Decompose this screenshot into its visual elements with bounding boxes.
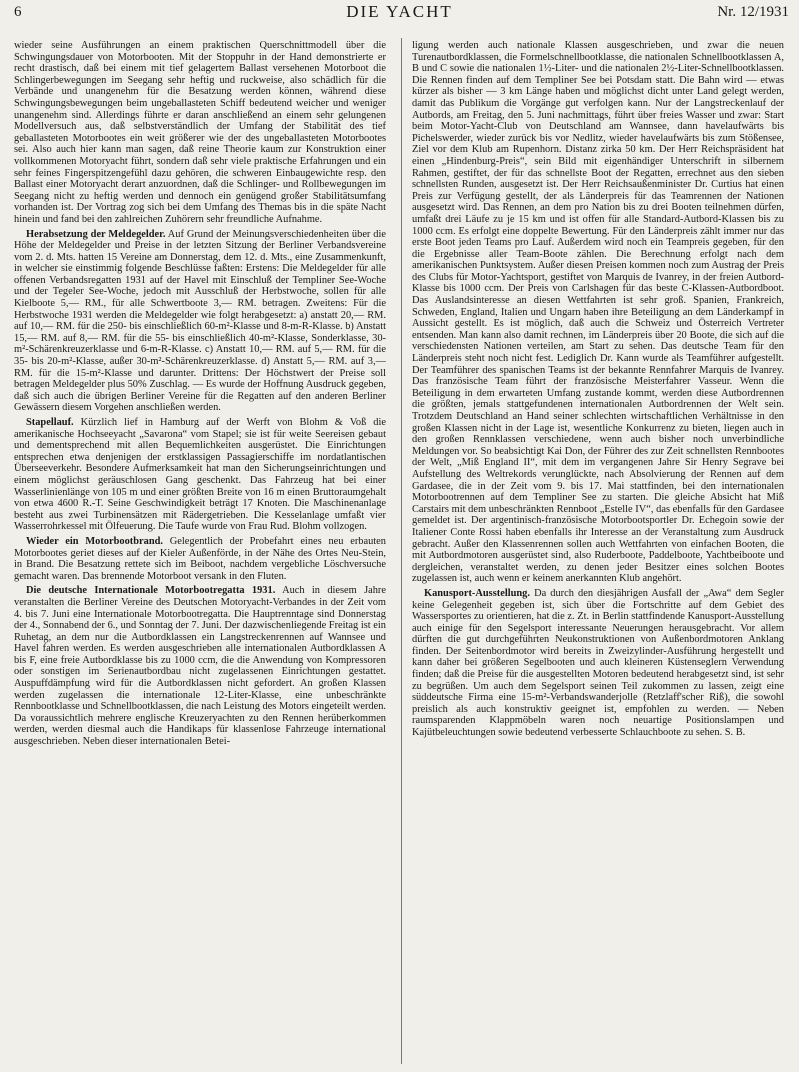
- page-number: 6: [14, 4, 22, 20]
- article-text: Auf Grund der Meinungsverschiedenheiten über die Höhe der Meldegelder und Preise in der letzten Sitzung der Berliner Verbandsvereine vom 2. d. Mts. hatten 15 Vereine am Donnerstag, dem 12. d. Mts., eine Zusammenkunft, in welcher sie einstimmig folgende Beschlüsse faßten: Erstens: Die Meldegelder für alle offenen Verbandsregatten 1931 auf der Havel mit Einschluß der Templiner See-Woche und der Tegeler See-Woche, jedoch mit Ausschluß der Herbstwoche, sollen für alle Kielboote 5,— RM., für alle Schwertboote 3,— RM. betragen. Zweitens: Für die Herbstwoche 1931 werden die Meldegelder wie folgt herabgesetzt: a) anstatt 20,— RM. auf 10,— RM. für die 250- bis einschließlich 60-m²-Klasse und 8-m-R-Klasse. b) Anstatt 15,— RM. auf 8,— RM. für die 55- bis einschließlich 40-m²-Klasse, Sonderklasse, 30-m²-Schärenkreuzerklasse und 6-m-R-Klasse. c) Anstatt 10,— RM. auf 5,— RM. für die 35- bis 20-m²-Klasse, außer 30-m²-Schärenkreuzerklasse. d) Anstatt 5,— RM. auf 3,— RM. für die 15-m²-Klasse und darunter. Drittens: Der Höchstwert der Preise soll betragen Meldegelder plus 50% Zuschlag. — Es wurde der Hoffnung Ausdruck gegeben, daß sich auch die übrigen Berliner Vereine für die Regatten auf den anderen Berliner Gewässern diesem Vorgehen anschließen werden.: [14, 228, 386, 414]
- right-column: [412, 40, 784, 1062]
- article-text: Kürzlich lief in Hamburg auf der Werft von Blohm & Voß die amerikanische Hochseeyacht „Savarona“ vom Stapel; sie ist für weite Seereisen gebaut und dementsprechend mit allen Bequemlichkeiten ausgerüstet. Die Einrichtungen entsprechen etwa denjenigen der erstklassigen Passagierschiffe im nordatlantischen Überseeverkehr. Besondere Aufmerksamkeit hat man den Sicherungseinrichtungen und einem möglichst geräuschlosen Gang geschenkt. Das Fahrzeug hat bei einer Wasserlinienlänge von 105 m und einer größten Breite von 16 m einen Bruttoraumgehalt von etwa 4600 R.-T. Seine Geschwindigkeit beträgt 17 Knoten. Die Maschinenanlage besteht aus zwei Turbinensätzen mit Rädergetrieben. Die Kesselanlage umfaßt vier Wasserrohrkessel mit Ölfeuerung. Die Taufe wurde von Frau Rud. Blohm vollzogen.: [14, 417, 386, 533]
- article-heading: Stapellauf.: [26, 417, 74, 428]
- article-text: ligung werden auch nationale Klassen ausgeschrieben, und zwar die neuen Turenautbordklassen, die Formelschnellbootklasse, die nationalen Schnellbootklassen A, B und C sowie die nationalen 1½-Liter- und die nationalen 2½-Liter-Schnellbootklassen. Die Rennen finden auf dem Templiner See bei Potsdam statt. Die Bahn wird — etwas kürzer als bisher — 3 km Länge haben und möglichst dicht unter Land gelegt werden, damit das Publikum die Vorgänge gut verfolgen kann. Nur der Langstreckenlauf der Autbords, am Freitag, den 5. Juni nachmittags, führt über freies Wasser und zwar: Start beim Motor-Yacht-Club von Deutschland am Wannsee, dann havelaufwärts bis Pichelswerder, wieder zurück bis vor Nedlitz, wieder havelaufwärts bis zum Stößensee, Ziel vor dem Klub am Rupenhorn. Distanz zirka 50 km. Der Herr Reichspräsident hat einen „Hindenburg-Preis“, sein Bild mit eigenhändiger Unterschrift in silbernem Rahmen, gestiftet, der für das schnellste Boot der Regatten, errechnet aus den sieben schnellsten Runden, ausgesetzt ist. Der Herr Reichsaußenminister Dr. Curtius hat einen Preis zur Verfügung gestellt, der als Länderpreis für das Teamrennen der Nationen ausgesetzt wird. Das Rennen, an dem pro Nation bis zu drei Booten teilnehmen dürfen, umfaßt drei Läufe zu je 15 km und ist offen für alle Standard-Autbord-Klassen bis zu 1000 ccm. Es erfolgt eine doppelte Bewertung. Für den Länderpreis zählt immer nur das erste Boot jeden Teams pro Lauf. Außerdem wird noch ein Teampreis gegeben, für den die Ergebnisse aller Team-Boote zählen. Die Berechnung erfolgt nach dem amerikanischen Punktsystem. Außer diesen Preisen kommen noch zum Austrag der Preis des Clubs für Motor-Yachtsport, gestiftet von Marquis de Ivanrey, in der freien Autbord-Klasse bis 1000 ccm. Der Preis von Carlshagen für das beste C-Klassen-Autbordboot. Das Auslandsinteresse an diesen Wettfahrten ist sehr groß. Spanien, Frankreich, Schweden, England, Italien und Ungarn haben ihre Beteiligung an dem Länderkampf in Aussicht gestellt. Es ist möglich, daß auch die Schweiz und Österreich Vertreter entsenden. Man kann also damit rechnen, im Länderpreis über 20 Boote, die sich auf die verschiedensten Nationen verteilen, am Start zu sehen. Das deutsche Team für den Länderpreis steht noch nicht fest. Lediglich Dr. Kann wurde als Teamführer aufgestellt. Der Teamführer des spanischen Teams ist der bekannte Rennfahrer Marquis de Ivanrey. Das französische Team führt der französische Meisterfahrer Vasseur. Wenn die Beteiligung in dem erwarteten Umfang zustande kommt, werden diese Autbordrennen die größten, jemals stattgefundenen internationalen Autbordrennen der Welt sein. Trotzdem Deutschland an Hand seiner schlechten wirtschaftlichen Verhältnisse in den großen Klassen nicht in der Lage ist, wesentliche Konkurrenz zu bieten, liegen auch in den großen Rennklassen verschiedene, wenn auch bisher noch unverbindliche Meldungen vor. So beabsichtigt Kai Don, der Führer des zur Zeit schnellsten Rennbootes der Welt, „Miß England II“, mit dem im vergangenen Jahre Sir Henry Segrave bei Aufstellung des Weltrekords verunglückte, nach Absolvierung der Rennen auf dem Gardasee, die in der Zeit vom 9. bis 17. Mai stattfinden, bei den internationalen Motorbootrennen auf dem Templiner See zu starten. Die gleiche Absicht hat Miß Carstairs mit dem unbeschränkten Rennboot „Estelle IV“, das ebenfalls für den Gardasee gemeldet ist. Der argentinisch-französische Motorbootsportler Dr. Echegoin sowie der Italiener Conte Rossi haben ebenfalls ihr Interesse an der Veranstaltung zum Ausdruck gebracht. Außer den Klassenrennen sollen auch Wettfahrten von einfachen Booten, die mit Autbordmotoren ausgerüstet sind, also Ruderboote, Paddelboote, Yachtbeiboote und dergleichen, veranstaltet werden, zu denen jeder Besitzer eines solchen Bootes zugelassen ist, auch wenn er keinem anerkannten Klub angehört.: [412, 40, 784, 585]
- article-text: Da durch den diesjährigen Ausfall der „Awa“ dem Segler keine Gelegenheit gegeben ist, sich über die Fortschritte auf dem Gebiet des Wassersportes zu orientieren, hat die z. Zt. in Berlin stattfindende Kanusport-Ausstellung auch einige für den Segelsport interessante Neuerungen herausgebracht. Vor allem dürften die gut durchgeführten Neukonstruktionen von Außenbordmotoren Anklang finden. Der Seitenbordmotor wird bereits in Zweizylinder-Ausführung hergestellt und kann daher bei größeren Segelbooten und auch kleineren Küstenseglern Verwendung finden; daß die Preise für die ausgestellten Motoren bedeutend herabgesetzt sind, ist sehr zu begrüßen. Um auch dem Segelsport seinen Teil zukommen zu lassen, zeigt eine süddeutsche Firma eine 15-m²-Verbandswanderjolle (Retzlaff'scher Riß), die sowohl preislich als auch konstruktiv geeignet ist, empfohlen zu werden. — Neben raumsparenden Klappmöbeln waren noch neuartige Positionslampen und Kajütbeleuchtungen sowie bedeutend verbesserte Schlauchboote zu sehen. S. B.: [412, 587, 784, 739]
- article-heading: Wieder ein Motorbootbrand.: [26, 535, 163, 547]
- column-divider: [401, 38, 402, 1064]
- article-paragraph: [412, 588, 784, 739]
- article-text: wieder seine Ausführungen an einem praktischen Querschnittmodell über die Schwingungsdauer von Motorbooten. Mit der Stoppuhr in der Hand demonstrierte er recht drastisch, daß bei einem mit tief gelagertem Ballast versehenen Motorboot die Schlingerbewegungen im Seegang sehr heftig und ruckweise, also schädlich für die Verbände und unangenehm für die Besatzung werden können, während diese Schwingungsbewegungen beim ungeballasteten Schiff bedeutend weicher und weniger unangenehm sind. Allerdings führte er daran anschließend an einem sehr gelungenen Modellversuch aus, daß selbstverständlich der Umfang der Stabilität des tief geballasteten Motorbootes ein weit größerer wie der des ungeballasteten Motorbootes sei. Also auch hier kann man sagen, daß reine Theorie kaum zur Konstruktion einer vollkommenen Motoryacht führt, sondern daß sehr viele praktische Erfahrungen und ein sehr feines Fingerspitzengefühl dazu gehören, die schweren Einbaugewichte resp. den Ballast einer Motoryacht derart anzuordnen, daß die Schlinger- und Rollbewegungen im Seegang nicht zu heftig werden und dennoch ein genügend großer Stabilitätsumfang vorhanden ist. Der Vortrag zog sich bei dem Umfang des Themas bis in die späte Nacht hinein und fand bei den zahlreichen Zuhörern sehr freundliche Aufnahme.: [14, 40, 386, 225]
- article-paragraph: [14, 229, 386, 415]
- article-paragraph: [14, 417, 386, 533]
- article-paragraph: [14, 536, 386, 582]
- left-column: [14, 40, 386, 1062]
- article-heading: Kanusport-Ausstellung.: [424, 587, 530, 599]
- article-heading: Herabsetzung der Meldegelder.: [26, 228, 166, 240]
- issue-number: Nr. 12/1931: [717, 4, 789, 20]
- article-paragraph: [14, 40, 386, 226]
- article-text: Gelegentlich der Probefahrt eines neu erbauten Motorbootes geriet dieses auf der Kieler Außenförde, in der Nähe des Ortes Neu-Stein, in Brand. Die Besatzung rettete sich im Beiboot, nachdem vergebliche Löschversuche gemacht waren. Das brennende Motorboot versank in den Fluten.: [14, 535, 386, 582]
- article-paragraph: [412, 40, 784, 585]
- page-header: [0, 0, 799, 30]
- journal-title: DIE YACHT: [346, 2, 453, 21]
- article-text: Auch in diesem Jahre veranstalten die Berliner Vereine des Deutschen Motoryacht-Verbandes in der Zeit vom 4. bis 7. Juni eine Internationale Motorbootregatta. Die Hauptrenntage sind Donnerstag der 4., Sonnabend der 6., und Sonntag der 7. Juni. Der dazwischenliegende Freitag ist ein Ruhetag, an dem nur die Autbordklassen ein Langstreckenrennen auf Wannsee und Havel fahren werden. Es werden ausgeschrieben alle internationalen Autbordklassen A bis F, eine freie Autbordklasse bis zu 1000 ccm, die die Anwendung von Kompressoren oder sonstigen im Serienautbordbau nicht zugelassenen Einrichtungen gestattet. Auspuffdämpfung wird für die Autbordklassen nicht gefordert. An großen Klassen werden zugelassen die internationale 12-Liter-Klasse, eine unbeschränkte Rennbootklasse und Schnellbootklassen, die nach Leistung des Motors eingeteilt werden. Da voraussichtlich mehrere englische Kreuzeryachten zu den Rennen herüberkommen werden, werden diesmal auch die Handikaps für klassenlose Fahrzeuge international ausgeschrieben. Neben dieser internationalen Betei-: [14, 585, 386, 748]
- article-paragraph: [14, 585, 386, 747]
- article-heading: Die deutsche Internationale Motorbootregatta 1931.: [26, 585, 276, 597]
